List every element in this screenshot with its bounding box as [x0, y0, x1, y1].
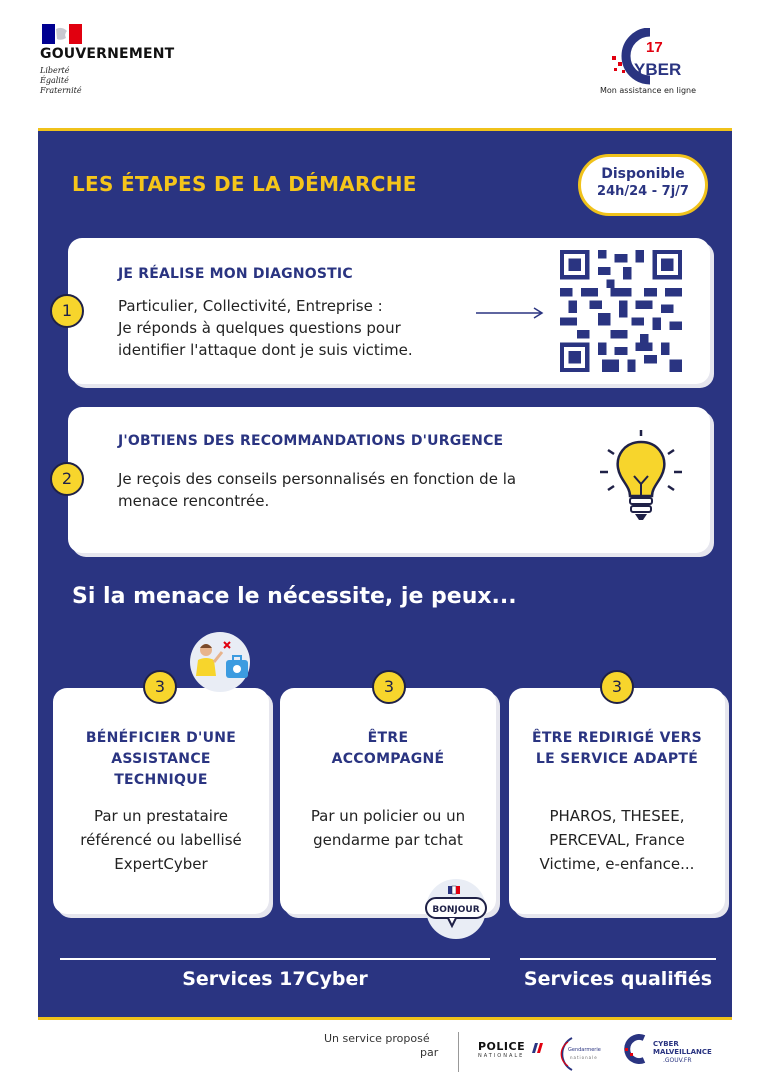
gendarmerie-logo-icon	[556, 1034, 612, 1074]
technician-illustration-icon	[180, 632, 260, 696]
option-1-line: Par un prestataire	[93, 807, 229, 825]
cybermalveillance-line1: CYBER	[653, 1040, 679, 1048]
option-2-line: Par un policier ou un	[310, 807, 466, 825]
option-3-line: Victime, e-enfance...	[539, 855, 695, 873]
gendarmerie-label: Gendarmerie	[568, 1047, 601, 1053]
option-redirected-card	[509, 688, 725, 914]
footer-separator	[458, 1032, 459, 1072]
gendarmerie-sub: nationale	[570, 1055, 598, 1060]
step-2-line: menace rencontrée.	[118, 492, 270, 510]
option-technical-assistance-card	[53, 688, 269, 914]
option-3-title	[514, 728, 720, 770]
police-flag-icon	[530, 1043, 544, 1053]
cybermalveillance-line3: .GOUV.FR	[663, 1057, 692, 1064]
step-1-line: identifier l'attaque dont je suis victime.	[118, 341, 413, 359]
option-3-description	[514, 804, 720, 876]
step-2-title: J'OBTIENS DES RECOMMANDATIONS D'URGENCE	[118, 433, 504, 449]
cybermalveillance-line2: MALVEILLANCE	[653, 1048, 712, 1056]
option-1-title-line: ASSISTANCE	[111, 751, 211, 767]
cyber-logo-word: YBER	[634, 60, 682, 79]
option-1-line: référencé ou labellisé	[80, 831, 242, 849]
cyber-logo-number: 17	[646, 39, 663, 56]
divider-right	[520, 958, 716, 960]
step-1-line: Je réponds à quelques questions pour	[118, 319, 401, 337]
step-1-number-badge: 1	[50, 294, 84, 328]
chat-bubble-text: BONJOUR	[432, 905, 480, 915]
footer-proposed-by: par	[420, 1046, 439, 1059]
motto-fraternite: Fraternité	[40, 86, 82, 95]
lightbulb-icon	[596, 430, 686, 530]
police-nationale-logo	[478, 1040, 525, 1059]
motto-liberte: Liberté	[40, 66, 70, 75]
option-1-line: ExpertCyber	[114, 855, 208, 873]
chat-bonjour-icon	[418, 878, 494, 940]
government-name: GOUVERNEMENT	[40, 46, 175, 62]
option-3-line: PHAROS, THESEE,	[549, 807, 685, 825]
cybermalveillance-logo-icon	[622, 1032, 650, 1066]
option-1-title-line: TECHNIQUE	[114, 772, 208, 788]
option-1-title	[58, 728, 264, 791]
services-qualifies-label: Services qualifiés	[523, 968, 713, 990]
option-2-title-line: ÊTRE	[367, 730, 409, 746]
qr-code-icon[interactable]	[560, 250, 682, 372]
option-1-title-line: BÉNÉFICIER D'UNE	[85, 730, 237, 746]
page-title: LES ÉTAPES DE LA DÉMARCHE	[72, 172, 417, 196]
option-2-line: gendarme par tchat	[313, 831, 463, 849]
option-3-line: PERCEVAL, France	[549, 831, 685, 849]
option-2-title-line: ACCOMPAGNÉ	[331, 751, 445, 767]
motto-egalite: Égalité	[40, 76, 69, 85]
option-1-description	[58, 804, 264, 876]
footer-proposed-text: Un service proposé	[324, 1032, 430, 1045]
option-1-number-badge: 3	[143, 670, 177, 704]
option-3-number-badge: 3	[600, 670, 634, 704]
step-1-title: JE RÉALISE MON DIAGNOSTIC	[118, 266, 353, 282]
marianne-flag-icon	[42, 24, 82, 44]
police-sub: NATIONALE	[478, 1053, 525, 1059]
option-3-title-line: ÊTRE REDIRIGÉ VERS	[531, 730, 703, 746]
availability-hours: 24h/24 - 7j/7	[597, 184, 689, 199]
arrow-right-icon	[476, 306, 546, 320]
section-subtitle: Si la menace le nécessite, je peux...	[72, 584, 517, 609]
availability-label: Disponible	[601, 166, 685, 182]
option-2-number-badge: 3	[372, 670, 406, 704]
divider-left	[60, 958, 490, 960]
cyber-tagline: Mon assistance en ligne	[599, 86, 697, 95]
availability-badge	[578, 154, 708, 216]
step-2-line: Je reçois des conseils personnalisés en fonction de la	[118, 470, 517, 488]
option-3-title-line: LE SERVICE ADAPTÉ	[535, 751, 699, 767]
police-name: POLICE	[478, 1040, 526, 1053]
option-2-description	[285, 804, 491, 852]
step-2-number-badge: 2	[50, 462, 84, 496]
step-1-description	[118, 295, 498, 361]
step-2-description	[118, 468, 588, 512]
services-17cyber-label: Services 17Cyber	[182, 968, 368, 990]
step-1-line: Particulier, Collectivité, Entreprise :	[118, 297, 383, 315]
government-motto	[40, 66, 82, 96]
option-2-title	[285, 728, 491, 770]
